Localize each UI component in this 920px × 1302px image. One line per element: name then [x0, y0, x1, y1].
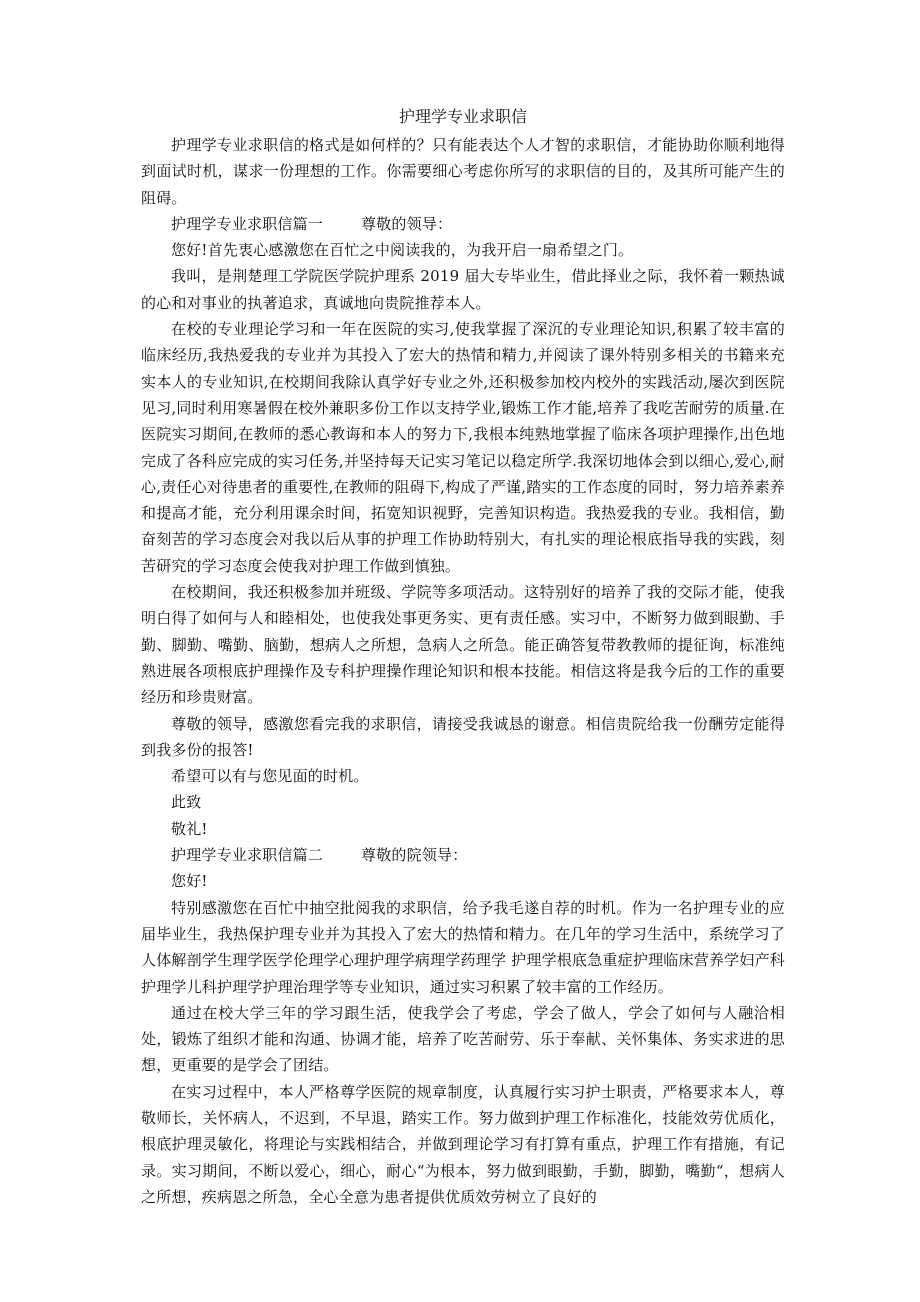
letter1-activities-paragraph: 在校期间，我还积极参加并班级、学院等多项活动。这特别好的培养了我的交际才能，使我明白得了如何与人和睦相处，也使我处事更务实、更有责任感。实习中，不断努力做到眼勤、手勤、脚勤、嘴勤、脑勤，想病人之所想，急病人之所急。能正确答复带教教师的提征询，标准纯熟进展各项根底护理操作及专科护理操作理论知识和根本技能。相信这将是我今后的工作的重要经历和珍贵财富。 [141, 583, 785, 707]
letter1-thanks-paragraph: 尊敬的领导，感激您看完我的求职信，请接受我诚恳的谢意。相信贵院给我一份酬劳定能得到我多份的报答! [141, 714, 785, 759]
letter1-heading-line [141, 211, 785, 237]
intro-paragraph: 护理学专业求职信的格式是如何样的？只有能表达个人才智的求职信，才能协助你顺利地得到面试时机，谋求一份理想的工作。你需要细心考虑你所写的求职信的目的，及其所可能产生的阻碍。 [141, 136, 785, 207]
letter1-heading: 护理学专业求职信篇一 [171, 214, 324, 233]
letter1-salutation: 尊敬的领导： [361, 214, 453, 233]
letter2-salutation: 尊敬的院领导： [361, 846, 468, 865]
letter1-hope-line: 希望可以有与您见面的时机。 [171, 767, 369, 786]
letter2-college-paragraph: 通过在校大学三年的学习跟生活，使我学会了考虑，学会了做人，学会了如何与人融洽相处，锻炼了组织才能和沟通、协调才能，培养了吃苦耐劳、乐于奉献、关怀集体、务实求进的思想，更重要的是学会了团结。 [141, 1003, 785, 1075]
letter1-study-paragraph: 在校的专业理论学习和一年在医院的实习,使我掌握了深沉的专业理论知识,积累了较丰富的临床经历,我热爱我的专业并为其投入了宏大的热情和精力,并阅读了课外特别多相关的书籍来充实本人的专业知识,在校期间我除认真学好专业之外,还积极参加校内校外的实践活动,屡次到医院见习,同时利用寒暑假在校外兼职多份工作以支持学业,锻炼工作才能,培养了我吃苦耐劳的质量.在医院实习期间,在教师的悉心教诲和本人的努力下,我根本纯熟地掌握了临床各项护理操作,出色地完成了各科应完成的实习任务,并坚持每天记实习笔记以稳定所学.我深切地体会到以细心,爱心,耐心,责任心对待患者的重要性,在教师的阻碍下,构成了严谨,踏实的工作态度的同时，努力培养素养和提高才能，充分利用课余时间，拓宽知识视野，完善知识构造。我热爱我的专业。我相信，勤奋刻苦的学习态度会对我以后从事的护理工作协助特别大，有扎实的理论根底指导我的实践，刻苦研究的学习态度会使我对护理工作做到慎独。 [141, 320, 785, 575]
letter2-greeting: 您好! [171, 872, 208, 891]
document-title: 护理学专业求职信 [398, 107, 527, 126]
letter1-closing-line: 此致 [171, 793, 202, 812]
letter1-regards-line: 敬礼! [171, 819, 208, 838]
letter1-self-intro: 我叫，是荆楚理工学院医学院护理系 2019 届大专毕业生，借此择业之际，我怀着一颗热诚的心和对事业的执著追求，真诚地向贵院推荐本人。 [141, 267, 785, 312]
letter2-heading-line [141, 842, 785, 868]
document-page [141, 104, 785, 1210]
letter2-heading: 护理学专业求职信篇二 [171, 846, 324, 865]
letter1-greeting: 您好!首先衷心感激您在百忙之中阅读我的，为我开启一扇希望之门。 [171, 241, 634, 260]
letter2-intro-paragraph: 特别感激您在百忙中抽空批阅我的求职信，给予我毛遂自荐的时机。作为一名护理专业的应届毕业生，我热保护理专业并为其投入了宏大的热情和精力。在几年的学习生活中，系统学习了人体解剖学生理学医学伦理学心理护理学病理学药理学 护理学根底急重症护理临床营养学妇产科护理学儿科护理学护理治理学等专业知识，通过实习积累了较丰富的工作经历。 [141, 898, 785, 996]
letter2-internship-paragraph: 在实习过程中，本人严格尊学医院的规章制度，认真履行实习护士职责，严格要求本人，尊敬师长，关怀病人，不迟到，不早退，踏实工作。努力做到护理工作标准化，技能效劳优质化，根底护理灵敏化，将理论与实践相结合，并做到理论学习有打算有重点，护理工作有措施，有记录。实习期间，不断以爱心，细心，耐心“为根本，努力做到眼勤，手勤，脚勤，嘴勤“，想病人之所想，疾病恩之所急，全心全意为患者提供优质效劳树立了良好的 [141, 1082, 785, 1206]
